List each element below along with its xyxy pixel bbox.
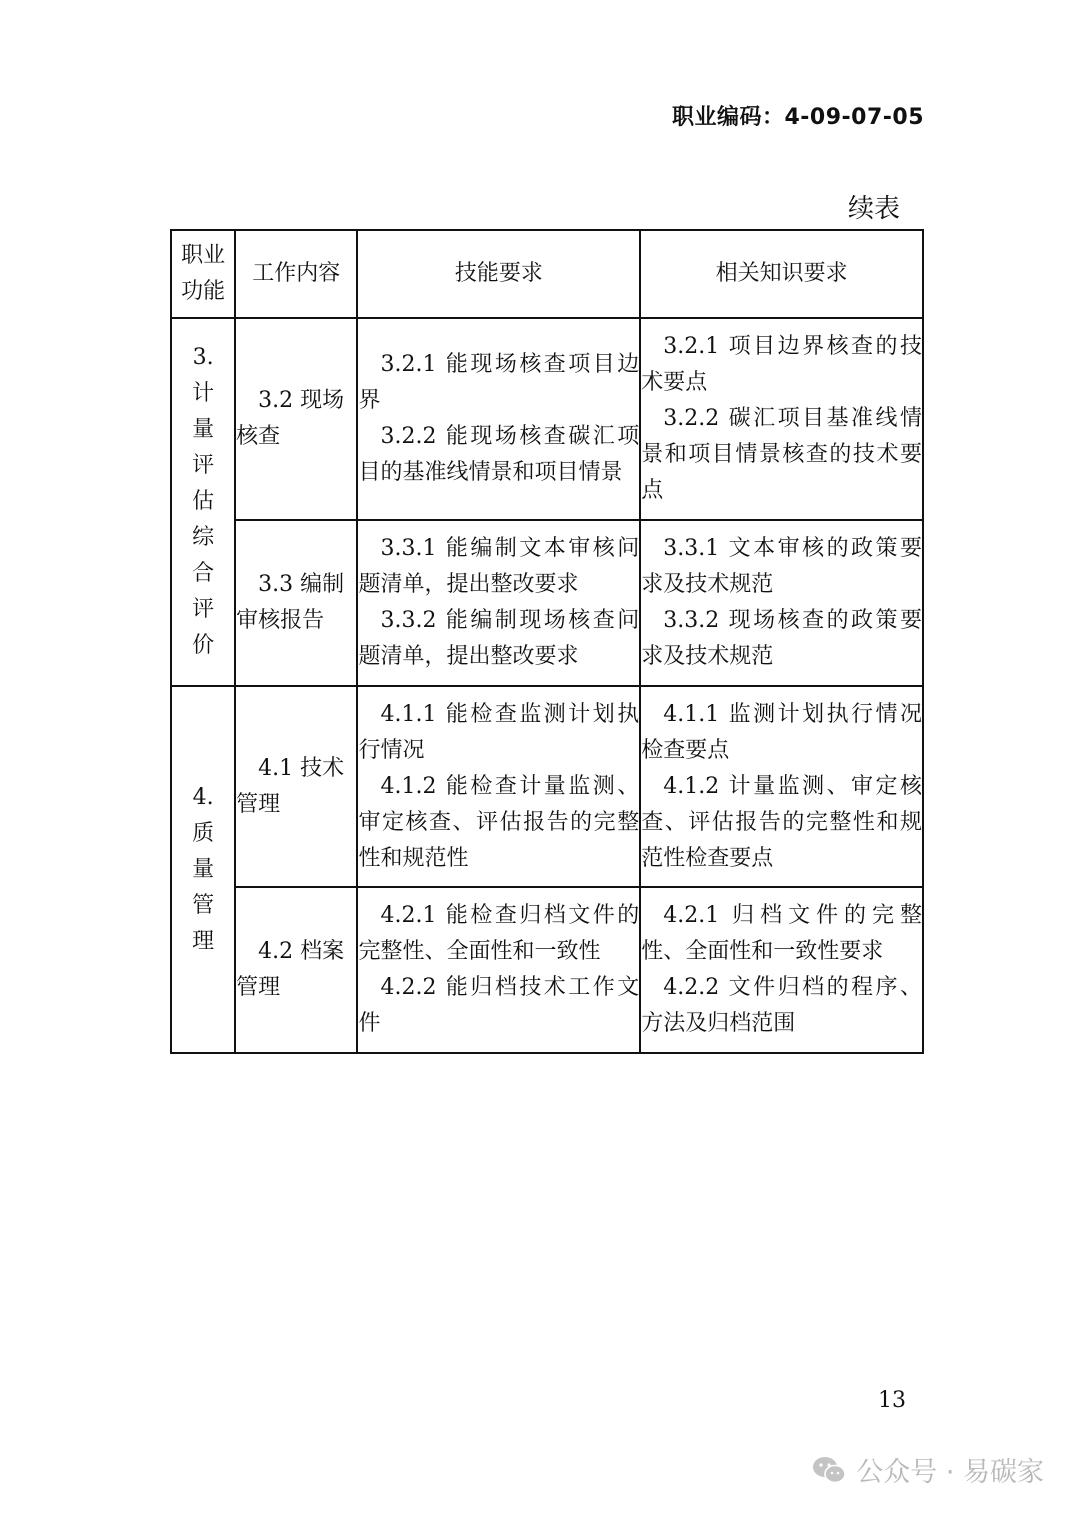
skill-item: 3.2.2 能现场核查碳汇项目的基准线情景和项目情景 bbox=[358, 424, 640, 485]
knowledge-item: 3.2.1 项目边界核查的技术要点 bbox=[641, 334, 922, 395]
knowledge-item: 3.3.2 现场核查的政策要求及技术规范 bbox=[641, 608, 922, 669]
function-label: 4.质量管理 bbox=[192, 784, 215, 954]
occupation-code: 职业编码：4-09-07-05 bbox=[671, 105, 924, 130]
skill-standard-table bbox=[170, 229, 924, 1054]
skill-item: 4.2.1 能检查归档文件的完整性、全面性和一致性 bbox=[358, 903, 640, 964]
table-row bbox=[171, 887, 923, 1053]
work-cell bbox=[235, 686, 357, 887]
table-row bbox=[171, 520, 923, 686]
knowledge-item: 4.1.1 监测计划执行情况检查要点 bbox=[641, 701, 922, 763]
skill-item: 3.3.1 能编制文本审核问题清单，提出整改要求 bbox=[358, 536, 640, 597]
skill-item: 3.2.1 能现场核查项目边界 bbox=[358, 352, 640, 413]
work-cell bbox=[235, 887, 357, 1053]
skill-item: 3.3.2 能编制现场核查问题清单，提出整改要求 bbox=[358, 608, 640, 669]
function-cell-4 bbox=[171, 686, 235, 1053]
header-skill: 技能要求 bbox=[357, 230, 640, 318]
page-number: 13 bbox=[878, 1388, 906, 1413]
header-function bbox=[171, 230, 235, 318]
work-line: 管理 bbox=[236, 975, 281, 1000]
watermark-text: 公众号 · 易碳家 bbox=[856, 1457, 1044, 1488]
skill-item: 4.1.2 能检查计量监测、审定核查、评估报告的完整性和规范性 bbox=[358, 773, 640, 871]
function-label: 3.计量评估综合评价 bbox=[192, 345, 215, 658]
knowledge-item: 4.2.2 文件归档的程序、方法及归档范围 bbox=[641, 975, 922, 1036]
work-cell bbox=[235, 520, 357, 686]
knowledge-cell bbox=[640, 318, 923, 520]
work-line: 核查 bbox=[236, 424, 281, 449]
watermark bbox=[812, 1450, 1044, 1489]
work-line: 4.1 技术 bbox=[258, 755, 345, 781]
work-line: 3.2 现场 bbox=[258, 388, 345, 413]
work-cell bbox=[235, 318, 357, 520]
skill-cell bbox=[357, 520, 640, 686]
wechat-icon bbox=[812, 1455, 846, 1485]
skill-cell bbox=[357, 686, 640, 887]
table-row bbox=[171, 318, 923, 520]
knowledge-cell bbox=[640, 887, 923, 1053]
function-cell-3 bbox=[171, 318, 235, 686]
knowledge-cell bbox=[640, 686, 923, 887]
skill-cell bbox=[357, 318, 640, 520]
header-knowledge: 相关知识要求 bbox=[640, 230, 923, 318]
knowledge-item: 4.2.1 归档文件的完整性、全面性和一致性要求 bbox=[641, 903, 922, 964]
table-header-row bbox=[171, 230, 923, 318]
header-work-content: 工作内容 bbox=[235, 230, 357, 318]
work-line: 4.2 档案 bbox=[258, 939, 345, 964]
knowledge-cell bbox=[640, 520, 923, 686]
work-line: 审核报告 bbox=[236, 608, 325, 633]
table-continued-caption: 续表 bbox=[847, 194, 900, 224]
header-function-label: 职业功能 bbox=[181, 243, 226, 304]
work-line: 管理 bbox=[236, 791, 281, 817]
skill-cell bbox=[357, 887, 640, 1053]
skill-item: 4.1.1 能检查监测计划执行情况 bbox=[358, 701, 640, 763]
knowledge-item: 3.2.2 碳汇项目基准线情景和项目情景核查的技术要点 bbox=[641, 406, 922, 503]
table-row bbox=[171, 686, 923, 887]
skill-item: 4.2.2 能归档技术工作文件 bbox=[358, 975, 640, 1036]
knowledge-item: 4.1.2 计量监测、审定核查、评估报告的完整性和规范性检查要点 bbox=[641, 773, 922, 871]
knowledge-item: 3.3.1 文本审核的政策要求及技术规范 bbox=[641, 536, 922, 597]
work-line: 3.3 编制 bbox=[258, 572, 345, 597]
